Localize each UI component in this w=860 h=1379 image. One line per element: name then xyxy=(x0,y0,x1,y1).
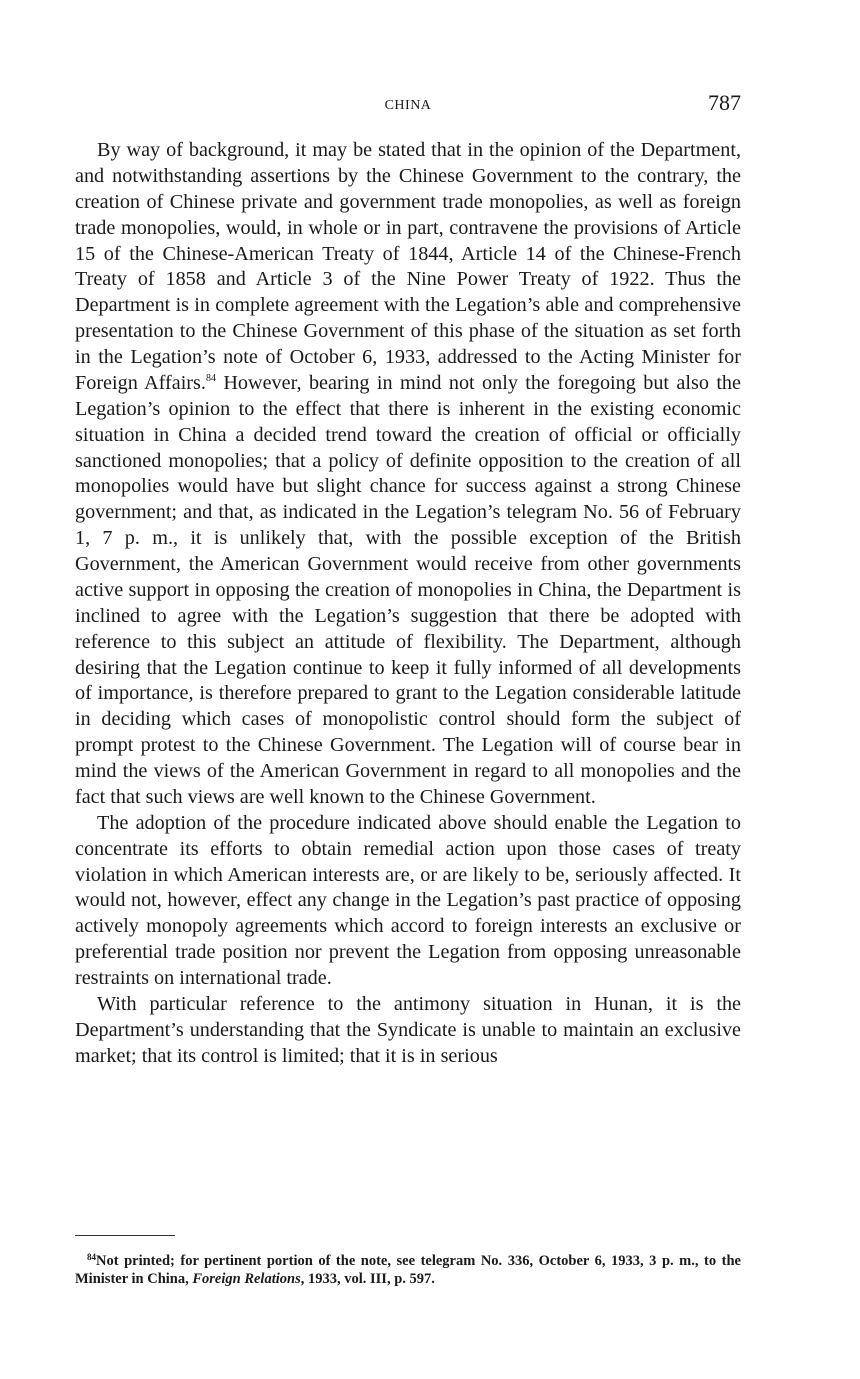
running-head xyxy=(75,90,741,120)
paragraph-1-text-a: By way of background, it may be stated that in the opinion of the Department, and notwithstanding assertions by the Chinese Government to the contrary, the creation of Chinese private and government trade monopolies, as well as foreign trade monopolies, would, in whole or in part, contravene the provisions of Article 15 of the Chinese-American Treaty of 1844, Article 14 of the Chinese-French Treaty of 1858 and Article 3 of the Nine Power Treaty of 1922. Thus the Department is in complete agreement with the Legation’s able and comprehensive presentation to the Chinese Government of this phase of the situation as set forth in the Legation’s note of October 6, 1933, addressed to the Acting Minister for Foreign Affairs. xyxy=(75,139,741,394)
footnote-text-a: Not printed; for pertinent portion of the note, see telegram No. 336, October 6, 1933, 3 p. m., to the Minister in China, xyxy=(75,1253,741,1287)
footnote-reference[interactable]: 84 xyxy=(205,372,216,384)
paragraph-3: With particular reference to the antimony situation in Hunan, it is the Department’s understanding that the Syndicate is unable to maintain an exclusive market; that its control is limited; that it is in serious xyxy=(75,992,741,1067)
body-text xyxy=(75,138,741,1070)
paragraph-1-text-b: However, bearing in mind not only the foregoing but also the Legation’s opinion to the effect that there is inherent in the existing economic situation in China a decided trend toward the creation of official or officially sanctioned monopolies; that a policy of definite opposition to the creation of all monopolies would have but slight chance for success against a strong Chinese government; and that, as indicated in the Legation’s telegram No. 56 of February 1, 7 p. m., it is unlikely that, with the possible exception of the British Government, the American Government would receive from other governments active support in opposing the creation of monopolies in China, the Department is inclined to agree with the Legation’s suggestion that there be adopted with reference to this subject an attitude of flexibility. The Department, although desiring that the Legation continue to keep it fully informed of all developments of importance, is therefore prepared to grant to the Legation considerable latitude in deciding which cases of monopolistic control should form the subject of prompt protest to the Chinese Government. The Legation will of course bear in mind the views of the American Government in regard to all monopolies and the fact that such views are well known to the Chinese Government. xyxy=(75,371,741,808)
running-title: CHINA xyxy=(384,98,432,113)
footnote-divider xyxy=(75,1235,175,1236)
paragraph-1 xyxy=(75,138,741,811)
footnote-publication-title: Foreign Relations xyxy=(192,1271,301,1287)
footnote-mark: 84 xyxy=(87,1252,96,1262)
footnote-text-b: , 1933, vol. III, p. 597. xyxy=(300,1271,435,1287)
paragraph-2: The adoption of the procedure indicated above should enable the Legation to concentrate its efforts to obtain remedial action upon those cases of treaty violation in which American interests are, or are likely to be, seriously affected. It would not, however, effect any change in the Legation’s past practice of opposing actively monopoly agreements which accord to foreign interests an exclusive or preferential trade position nor prevent the Legation from opposing unreasonable restraints on international trade. xyxy=(75,811,741,989)
footnote xyxy=(75,1252,741,1288)
page-number: 787 xyxy=(708,90,741,115)
